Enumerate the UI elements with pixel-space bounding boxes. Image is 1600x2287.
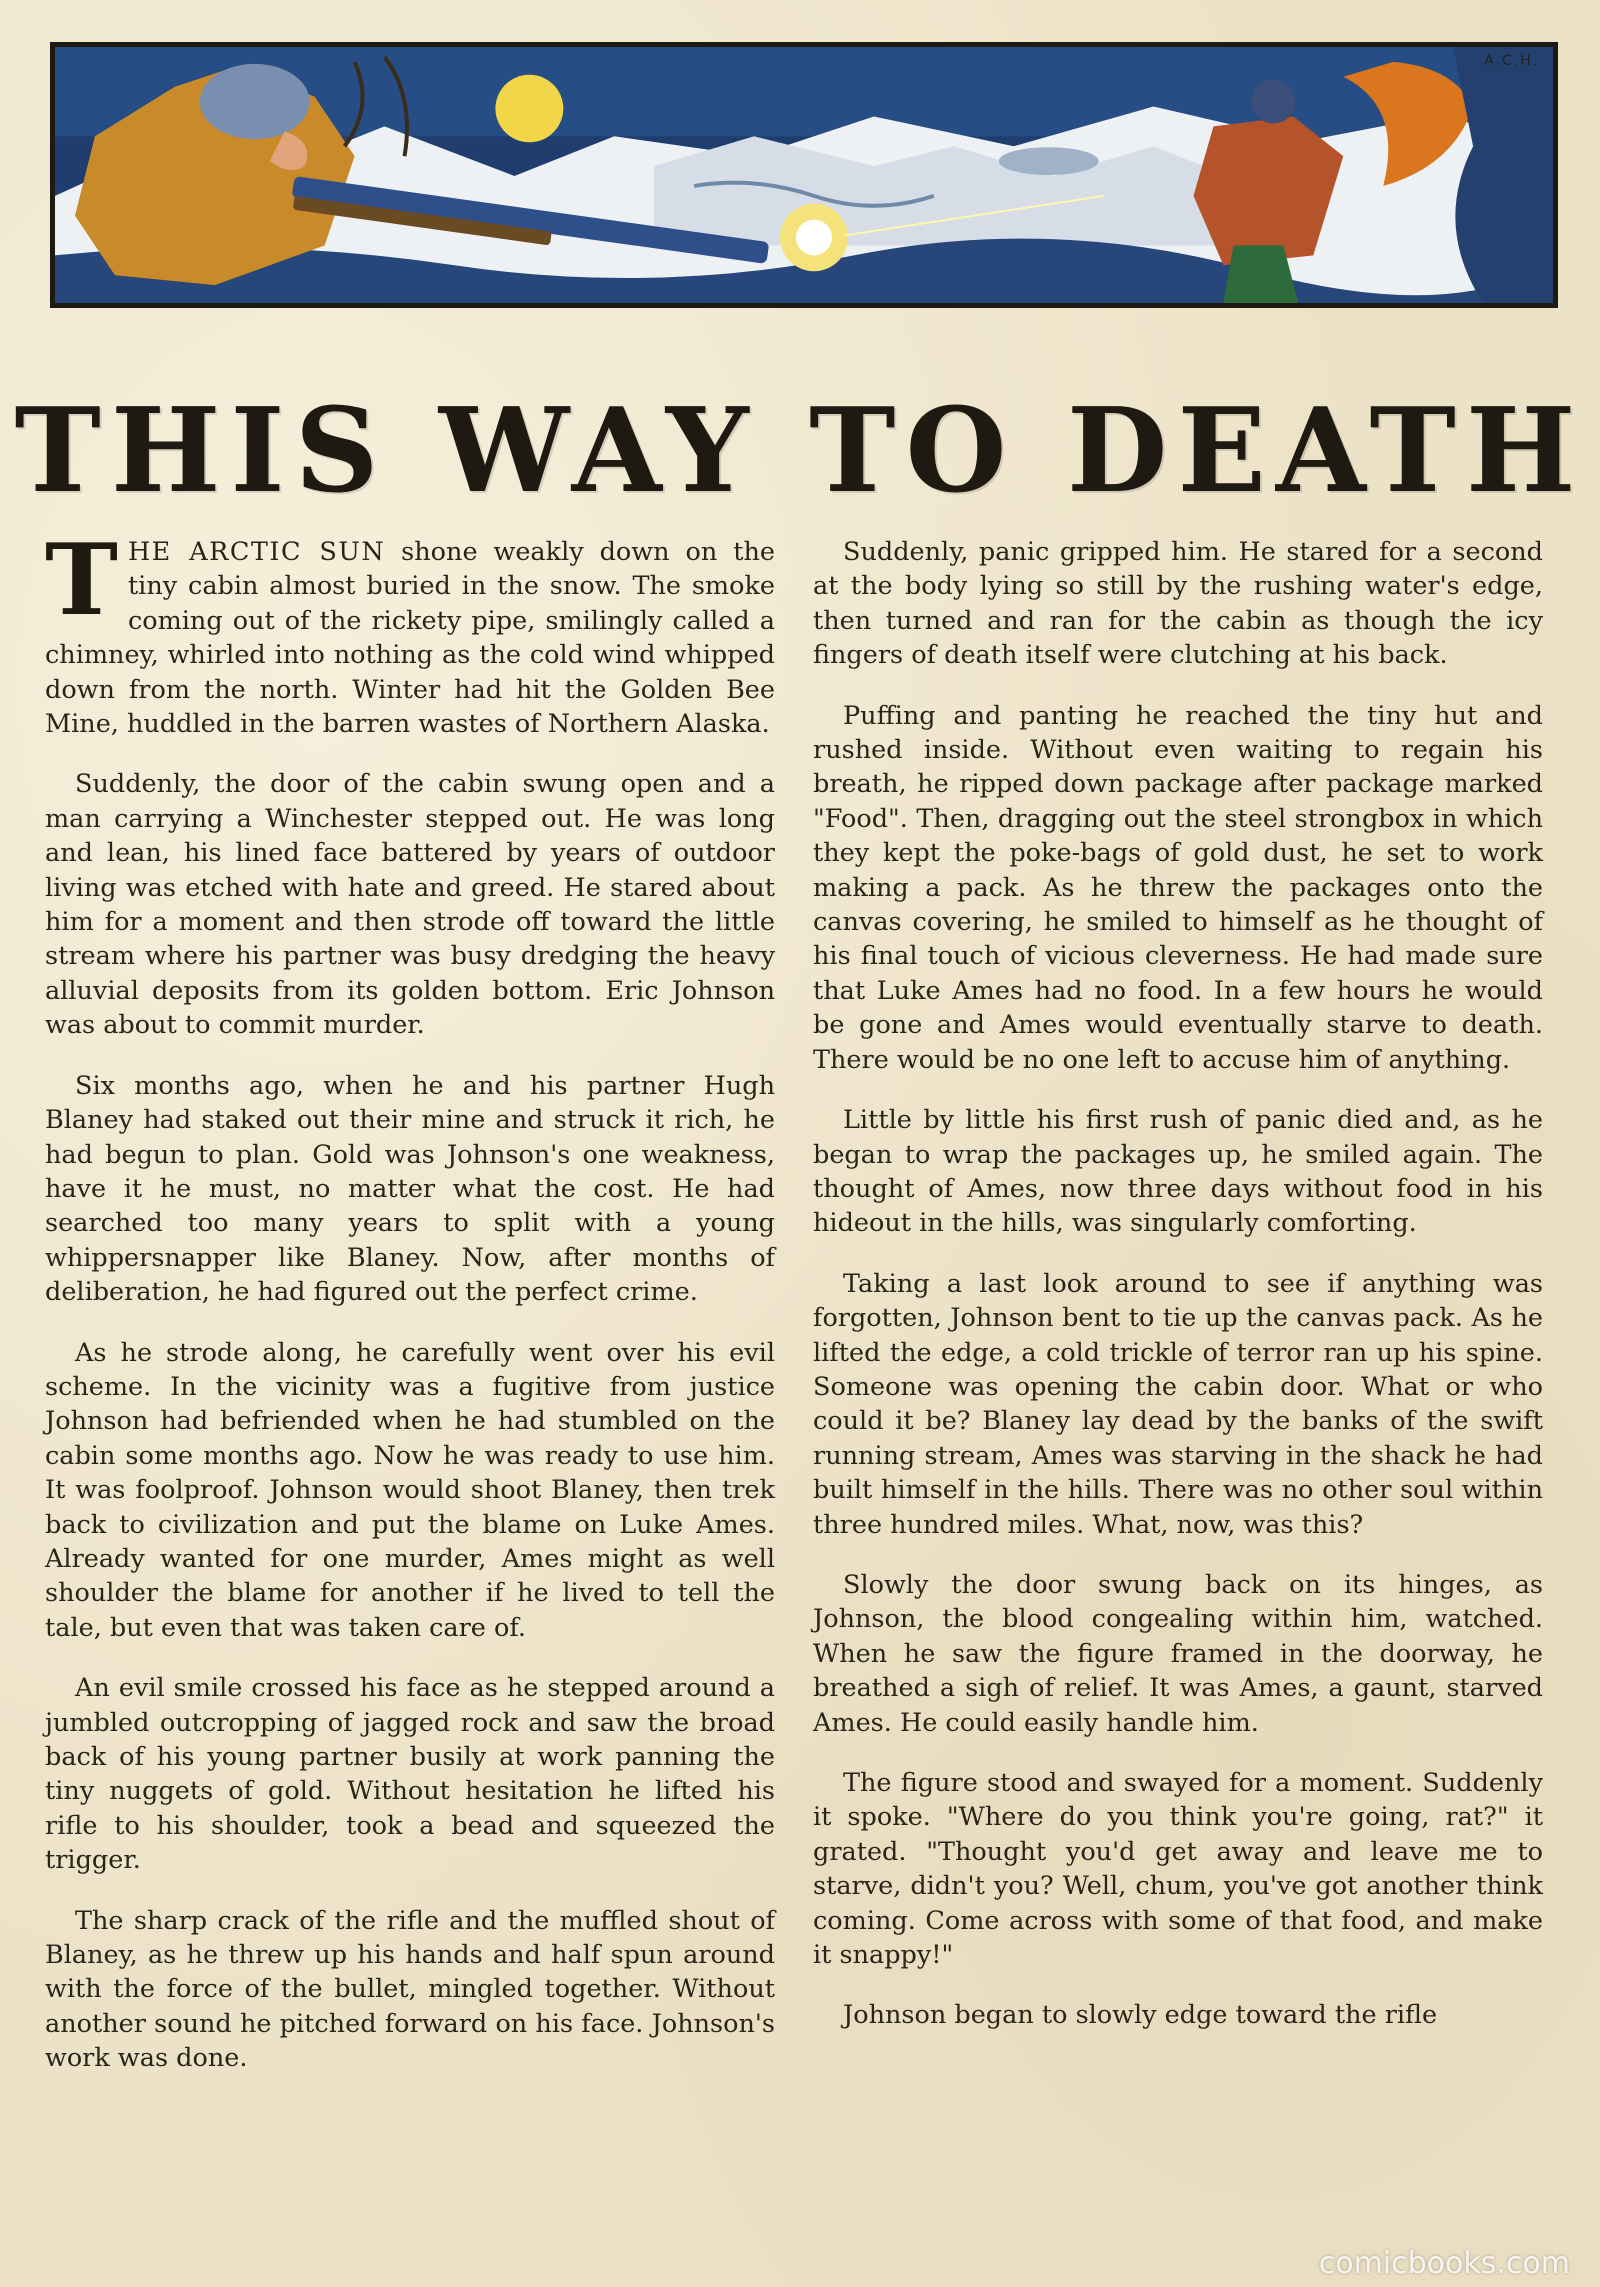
paragraph: Suddenly, the door of the cabin swung open and a man carrying a Winchester stepped out. He was long and lean, his lined face battered by years of outdoor living was etched with hate and greed. He stared about him for a moment and then strode off toward the little stream where his partner was busy dredging the heavy alluvial deposits from its golden bottom. Eric Johnson was about to commit murder. [45,769,775,1041]
left-column [45,523,775,2102]
paragraph: Puffing and panting he reached the tiny hut and rushed inside. Without even waiting to regain his breath, he ripped down package after package marked "Food". Then, dragging out the steel strongbox in which they kept the poke-bags of gold dust, he set to work making a pack. As he threw the packages onto the canvas covering, he smiled to himself as he thought of his final touch of vicious cleverness. He had made sure that Luke Ames had no food. In a few hours he would be gone and Ames would eventually starve to death. There would be no one left to accuse him of anything. [813,700,1543,1075]
drop-cap: T [45,523,118,638]
paragraph: An evil smile crossed his face as he stepped around a jumbled outcropping of jagged rock and saw the broad back of his young partner busily at work panning the tiny nuggets of gold. Without hesitation he lifted his rifle to his shoulder, took a bead and squeezed the trigger. [45,1673,775,1876]
moon [495,75,563,142]
frozen-pond [999,147,1099,175]
paragraph: As he strode along, he carefully went over his evil scheme. In the vicinity was a fugitive from justice Johnson had befriended when he had stumbled on the cabin some months ago. Now he was ready to use him. It was foolproof. Johnson would shoot Blaney, then trek back to civilization and put the blame on Luke Ames. Already wanted for one murder, Ames might as well shoulder the blame for another if he lived to tell the tale, but even that was taken care of. [45,1337,775,1643]
paragraph: Little by little his first rush of panic died and, as he began to wrap the packages up, he smiled again. The thought of Ames, now three days without food in his hideout in the hills, was singularly comforting. [813,1105,1543,1239]
right-column [813,535,1543,2059]
paragraph: Slowly the door swung back on its hinges, as Johnson, the blood congealing within him, watched. When he saw the figure framed in the doorway, he breathed a sigh of relief. It was Ames, a gaunt, starved Ames. He could easily handle him. [813,1569,1543,1738]
paragraph: The sharp crack of the rifle and the muffled shout of Blaney, as he threw up his hands and half spun around with the force of the bullet, mingled together. Without another sound he pitched forward on his face. Johnson's work was done. [45,1905,775,2074]
artist-signature: A.C.H. [1484,53,1539,69]
opening-text: shone weakly down on the tiny cabin almost buried in the snow. The smoke coming out of the rickety pipe, smilingly called a chimney, whirled into nothing as the cold wind whipped down from the north. Winter had hit the Golden Bee Mine, huddled in the barren wastes of Northern Alaska. [45,537,775,740]
site-watermark: comicbooks.com [1318,2246,1570,2281]
arctic-rifle-shootout-illustration [55,47,1553,303]
paragraph: Six months ago, when he and his partner Hugh Blaney had staked out their mine and struck it rich, he had begun to plan. Gold was Johnson's one weakness, have it he must, no matter what the cost. He had searched too many years to split with a young whippersnapper like Blaney. Now, after months of deliberation, he had figured out the perfect crime. [45,1070,775,1308]
paragraph: Taking a last look around to see if anything was forgotten, Johnson bent to tie up the canvas pack. As he lifted the edge, a cold trickle of terror ran up his spine. Someone was opening the cabin door. What or who could it be? Blaney lay dead by the banks of the swift running stream, Ames was starving in the shack he had built himself in the hills. There was no other soul within three hundred miles. What, now, was this? [813,1268,1543,1540]
paragraph: The figure stood and swayed for a moment. Suddenly it spoke. "Where do you think you're going, rat?" it grated. "Thought you'd get away and leave me to starve, didn't you? Well, chum, you've got another think coming. Come across with some of that food, and make it snappy!" [813,1768,1543,1971]
story-title: THIS WAY TO DEATH [14,382,1586,519]
paragraph: Suddenly, panic gripped him. He stared for a second at the body lying so still by the rushing water's edge, then turned and ran for the cabin as though the icy fingers of death itself were clutching at his back. [813,537,1543,671]
enemy-head [1251,80,1295,124]
paragraph: Johnson began to slowly edge toward the rifle [843,2000,1438,2031]
opening-small-caps: HE ARCTIC SUN [127,537,386,567]
trapper-hat [200,64,310,139]
header-illustration [50,42,1558,308]
opening-paragraph [45,523,775,741]
